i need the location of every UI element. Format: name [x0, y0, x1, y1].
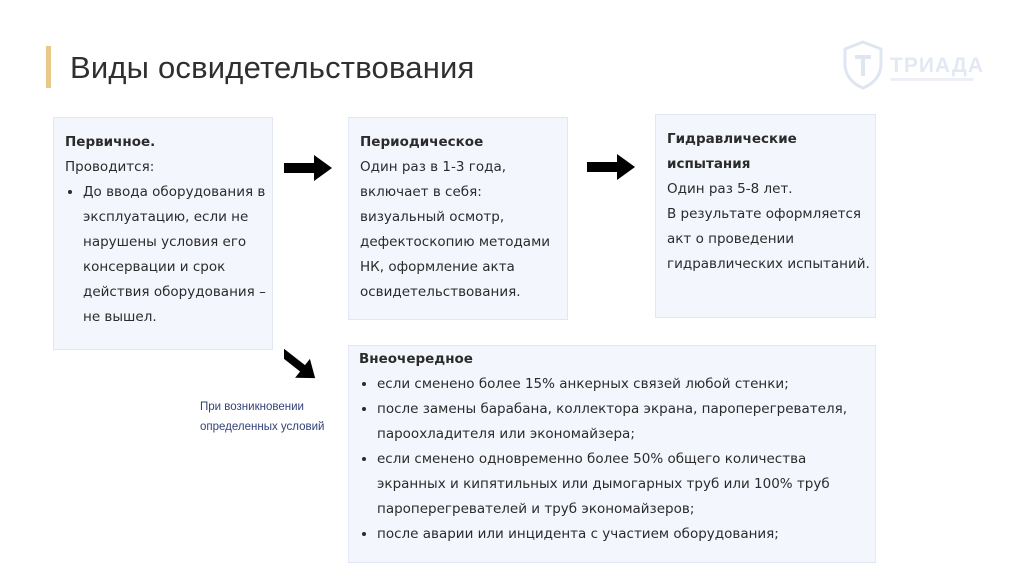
extraordinary-card [348, 345, 876, 563]
list-item: • До ввода оборудования в эксплуатацию, если не нарушены условия его консервации и срок действия оборудования – не вышел. [83, 180, 266, 330]
primary-card [53, 117, 273, 350]
extraordinary-heading: Внеочередное [359, 351, 473, 367]
arrow-right-icon [587, 154, 635, 180]
logo-subline [890, 78, 974, 81]
list-item: • после замены барабана, коллектора экрана, пароперегревателя, пароохладителя или экономайзера; [377, 397, 869, 447]
primary-list [65, 180, 266, 330]
list-item: • если сменено более 15% анкерных связей любой стенки; [377, 372, 869, 397]
shield-logo-icon [842, 40, 884, 90]
extraordinary-list [359, 372, 869, 547]
hydraulic-heading: Гидравлические испытания [667, 131, 797, 172]
logo-text: ТРИАДА [890, 54, 984, 77]
list-item: • если сменено одновременно более 50% общего количества экранных и кипятильных или дымогарных труб или 100% труб пароперегревателей и труб экономайзеров; [377, 447, 869, 522]
list-item: • после аварии или инцидента с участием оборудования; [377, 522, 869, 547]
hydraulic-card [655, 114, 876, 318]
arrow-down-right-icon [284, 340, 330, 382]
condition-note: При возникновении определенных условий [200, 401, 325, 433]
periodic-text: Один раз в 1-3 года, включает в себя: визуальный осмотр, дефектоскопию методами НК, оформление акта освидетельствования. [360, 159, 551, 300]
hydraulic-line1: Один раз 5-8 лет. [667, 181, 793, 197]
periodic-heading: Периодическое [360, 134, 484, 150]
periodic-card [348, 117, 568, 320]
page-title: Виды освидетельствования [70, 50, 475, 85]
hydraulic-line2: В результате оформляется акт о проведении гидравлических испытаний. [667, 206, 870, 272]
primary-heading: Первичное. [65, 134, 156, 150]
arrow-right-icon [284, 155, 332, 181]
company-logo [842, 40, 982, 90]
title-accent-bar [46, 46, 51, 88]
primary-intro: Проводится: [65, 159, 155, 175]
